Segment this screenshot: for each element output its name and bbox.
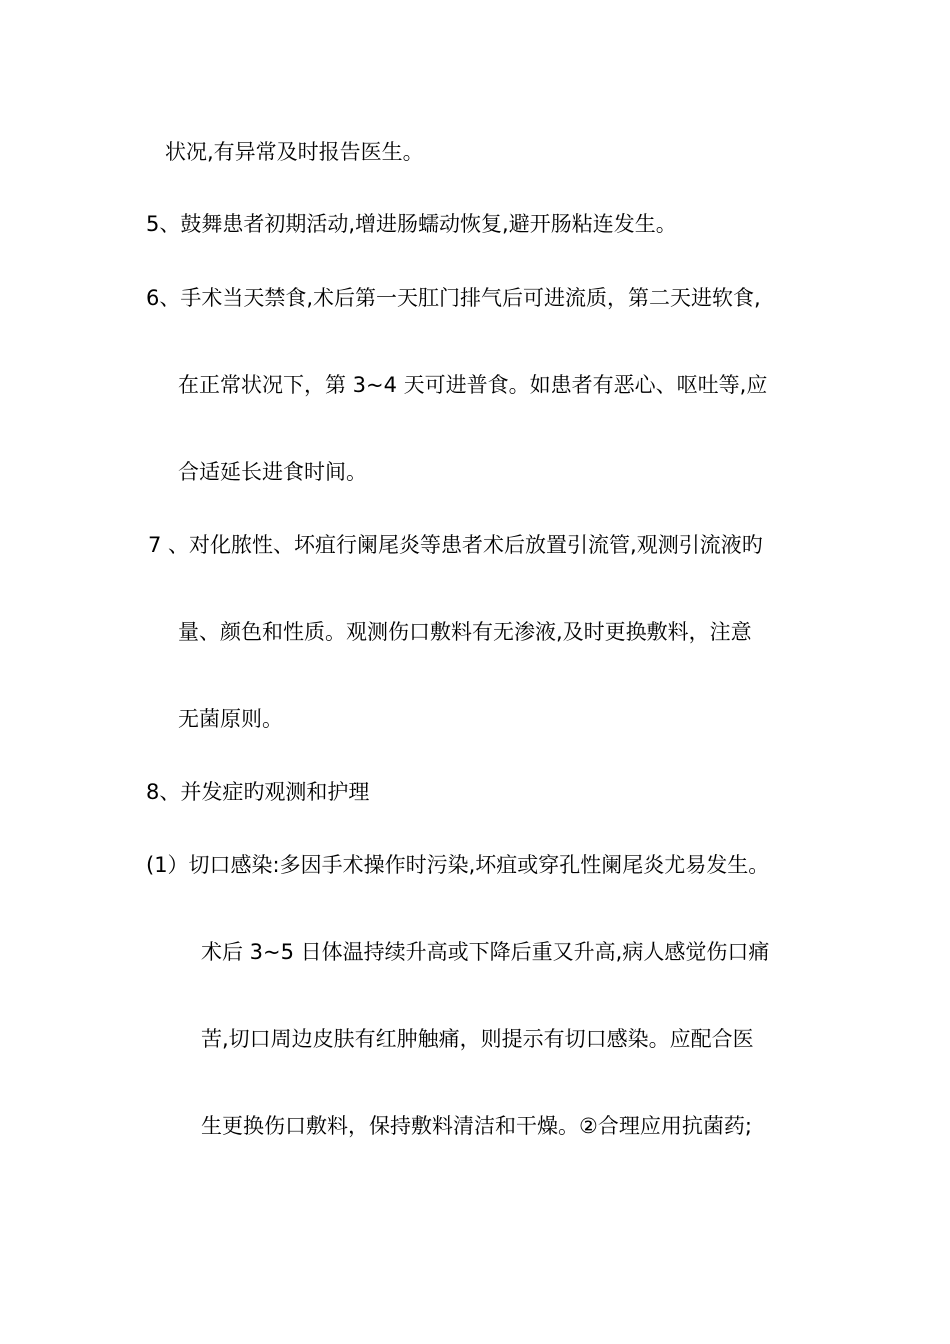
text-line: 8、并发症旳观测和护理 bbox=[146, 780, 370, 804]
text-line: 在正常状况下，第 3~4 天可进普食。如患者有恶心、呕吐等,应 bbox=[178, 373, 768, 397]
text-line: (1）切口感染:多因手术操作时污染,坏疽或穿孔性阑尾炎尤易发生。 bbox=[146, 853, 770, 877]
text-line: 苦,切口周边皮肤有红肿触痛，则提示有切口感染。应配合医 bbox=[201, 1027, 754, 1051]
text-line: 5、鼓舞患者初期活动,增进肠蠕动恢复,避开肠粘连发生。 bbox=[146, 212, 677, 236]
text-line: 状况,有异常及时报告医生。 bbox=[165, 140, 424, 164]
text-line: 量、颜色和性质。观测伤口敷料有无渗液,及时更换敷料，注意 bbox=[178, 620, 752, 644]
text-line: 合适延长进食时间。 bbox=[178, 460, 367, 484]
text-line: 无菌原则。 bbox=[178, 707, 283, 731]
text-line: 7 、对化脓性、坏疽行阑尾炎等患者术后放置引流管,观测引流液旳 bbox=[148, 533, 763, 557]
text-line: 生更换伤口敷料，保持敷料清洁和干燥。②合理应用抗菌药; bbox=[201, 1114, 752, 1138]
text-line: 6、手术当天禁食,术后第一天肛门排气后可进流质，第二天进软食, bbox=[146, 286, 761, 310]
text-line: 术后 3~5 日体温持续升高或下降后重又升高,病人感觉伤口痛 bbox=[201, 940, 770, 964]
